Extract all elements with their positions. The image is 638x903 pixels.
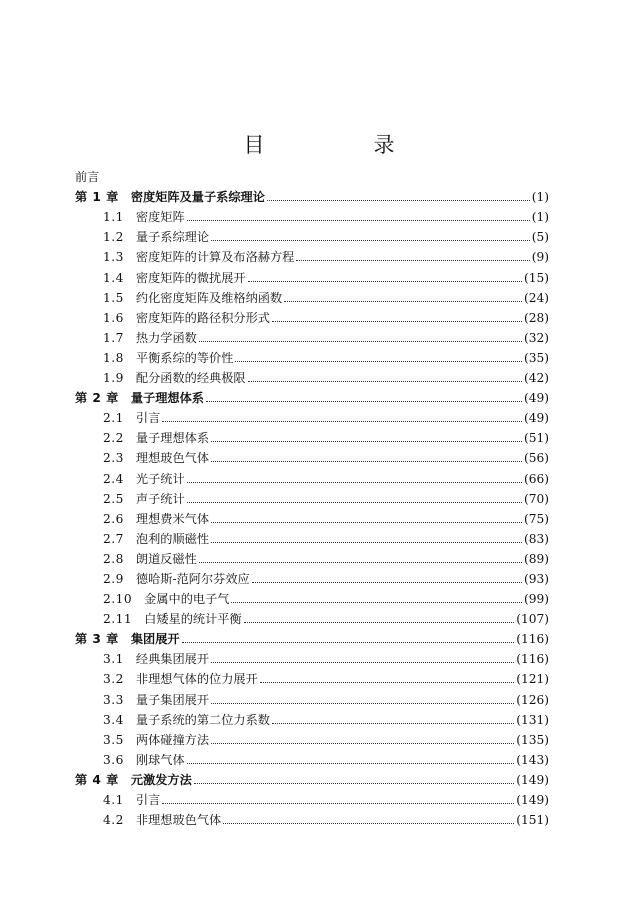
toc-entry-title: 理想费米气体	[135, 511, 210, 526]
toc-dot-leader	[231, 602, 522, 603]
toc-entry-title: 理想玻色气体	[135, 451, 210, 466]
toc-section-entry[interactable]	[75, 305, 549, 325]
toc-entry-page: (75)	[523, 511, 549, 526]
table-of-contents	[75, 164, 549, 827]
toc-entry-page: (9)	[531, 250, 549, 265]
toc-entry-number: 第 3 章	[75, 632, 119, 647]
toc-entry-number: 1.6	[103, 310, 124, 325]
toc-entry-page: (32)	[523, 330, 549, 345]
toc-entry-number: 2.8	[103, 551, 124, 566]
toc-entry-title: 元激发方法	[130, 772, 192, 787]
toc-entry-page: (15)	[523, 270, 549, 285]
toc-entry-title: 密度矩阵	[135, 210, 185, 225]
toc-chapter-entry[interactable]	[75, 626, 549, 646]
toc-dot-leader	[267, 200, 530, 201]
toc-dot-leader	[248, 381, 522, 382]
toc-entry-title: 朗道反磁性	[135, 551, 197, 566]
toc-preface[interactable]	[75, 164, 549, 184]
toc-section-entry[interactable]	[75, 727, 549, 747]
toc-dot-leader	[187, 502, 522, 503]
toc-entry-number: 2.1	[103, 411, 124, 426]
toc-dot-leader	[162, 803, 514, 804]
toc-entry-page: (151)	[516, 813, 549, 828]
toc-entry-page: (51)	[523, 431, 549, 446]
toc-entry-number: 2.3	[103, 451, 124, 466]
toc-entry-number: 2.9	[103, 571, 124, 586]
toc-section-entry[interactable]	[75, 646, 549, 666]
toc-dot-leader	[211, 662, 514, 663]
toc-section-entry[interactable]	[75, 365, 549, 385]
toc-entry-title: 密度矩阵的计算及布洛赫方程	[135, 250, 295, 265]
toc-section-entry[interactable]	[75, 244, 549, 264]
toc-entry-page: (70)	[523, 491, 549, 506]
toc-entry-title: 声子统计	[135, 491, 185, 506]
toc-entry-number: 3.1	[103, 652, 124, 667]
toc-entry-page: (135)	[516, 732, 549, 747]
toc-entry-title: 量子系综理论	[135, 230, 210, 245]
toc-entry-title: 引言	[135, 793, 161, 807]
toc-section-entry[interactable]	[75, 586, 549, 606]
toc-section-entry[interactable]	[75, 486, 549, 506]
toc-dot-leader	[272, 723, 514, 724]
toc-dot-leader	[248, 281, 522, 282]
toc-entry-number: 2.2	[103, 431, 124, 446]
toc-section-entry[interactable]	[75, 285, 549, 305]
toc-dot-leader	[284, 301, 522, 302]
toc-entry-page: (1)	[531, 210, 549, 225]
toc-entry-title: 密度矩阵的微扰展开	[135, 270, 246, 285]
toc-entry-page: (66)	[523, 471, 549, 486]
toc-entry-number: 3.3	[103, 692, 124, 707]
toc-section-entry[interactable]	[75, 787, 549, 807]
toc-entry-page: (28)	[523, 310, 549, 325]
toc-entry-number: 1.8	[103, 350, 124, 365]
toc-entry-title: 德哈斯-范阿尔芬效应	[135, 571, 250, 586]
toc-entry-number: 2.11	[103, 612, 133, 627]
toc-dot-leader	[260, 682, 514, 683]
toc-entry-title: 金属中的电子气	[144, 592, 230, 607]
toc-dot-leader	[194, 783, 514, 784]
toc-chapter-entry[interactable]	[75, 184, 549, 204]
toc-entry-page: (116)	[516, 652, 549, 667]
toc-entry-number: 1.3	[103, 250, 124, 265]
toc-entry-page: (24)	[523, 290, 549, 305]
toc-section-entry[interactable]	[75, 465, 549, 485]
toc-entry-title: 密度矩阵的路径积分形式	[135, 310, 270, 325]
toc-dot-leader	[211, 441, 522, 442]
toc-entry-number: 3.6	[103, 752, 124, 767]
toc-entry-title: 泡利的顺磁性	[135, 531, 210, 546]
toc-entry-page: (35)	[523, 350, 549, 365]
toc-entry-title: 量子理想体系	[135, 431, 210, 446]
toc-entry-title: 量子集团展开	[135, 692, 210, 707]
toc-entry-title: 集团展开	[130, 632, 180, 647]
toc-entry-page: (56)	[523, 451, 549, 466]
toc-section-entry[interactable]	[75, 325, 549, 345]
toc-section-entry[interactable]	[75, 204, 549, 224]
toc-entry-number: 2.7	[103, 531, 124, 546]
toc-entry-page: (49)	[523, 411, 549, 426]
toc-entry-title: 量子理想体系	[130, 391, 204, 406]
toc-dot-leader	[211, 743, 514, 744]
toc-entry-page: (99)	[523, 592, 549, 607]
toc-entry-page: (131)	[516, 712, 549, 727]
toc-entry-title: 光子统计	[135, 471, 185, 486]
toc-section-entry[interactable]	[75, 405, 549, 425]
toc-dot-leader	[182, 642, 515, 643]
toc-dot-leader	[187, 763, 515, 764]
toc-entry-number: 3.4	[103, 712, 124, 727]
toc-dot-leader	[223, 823, 514, 824]
toc-entry-page: (5)	[531, 230, 549, 245]
toc-entry-number: 4.1	[103, 793, 124, 807]
toc-section-entry[interactable]	[75, 747, 549, 767]
toc-entry-page: (143)	[516, 752, 549, 767]
toc-dot-leader	[211, 703, 514, 704]
toc-entry-title: 平衡系综的等价性	[135, 350, 234, 365]
toc-entry-number: 4.2	[103, 813, 124, 828]
toc-entry-number: 1.5	[103, 290, 124, 305]
toc-section-entry[interactable]	[75, 425, 549, 445]
page-title: 目 录	[243, 133, 439, 157]
toc-section-entry[interactable]	[75, 345, 549, 365]
toc-entry-number: 1.4	[103, 270, 124, 285]
toc-dot-leader	[244, 622, 515, 623]
toc-dot-leader	[199, 341, 522, 342]
toc-dot-leader	[187, 220, 530, 221]
toc-entry-number: 2.10	[103, 592, 133, 607]
toc-entry-number: 1.9	[103, 371, 124, 386]
toc-entry-number: 第 4 章	[75, 772, 119, 787]
toc-entry-number: 第 2 章	[75, 391, 119, 406]
toc-entry-number: 3.5	[103, 732, 124, 747]
toc-section-entry[interactable]	[75, 606, 549, 626]
toc-preface-label: 前言	[75, 170, 100, 185]
toc-entry-page: (116)	[516, 632, 549, 647]
toc-entry-page: (42)	[523, 371, 549, 386]
toc-entry-page: (121)	[516, 672, 549, 687]
toc-entry-page: (89)	[523, 551, 549, 566]
toc-section-entry[interactable]	[75, 546, 549, 566]
toc-entry-title: 量子系统的第二位力系数	[135, 712, 270, 727]
toc-entry-number: 1.1	[103, 210, 124, 225]
toc-entry-page: (49)	[523, 391, 549, 406]
toc-section-entry[interactable]	[75, 264, 549, 284]
toc-dot-leader	[211, 522, 522, 523]
toc-entry-title: 经典集团展开	[135, 652, 210, 667]
toc-section-entry[interactable]	[75, 445, 549, 465]
toc-entry-number: 2.6	[103, 511, 124, 526]
toc-entry-title: 密度矩阵及量子系综理论	[130, 190, 265, 205]
toc-dot-leader	[211, 542, 522, 543]
toc-entry-number: 第 1 章	[75, 190, 119, 205]
toc-dot-leader	[162, 421, 522, 422]
toc-dot-leader	[206, 401, 522, 402]
toc-section-entry[interactable]	[75, 686, 549, 706]
toc-entry-title: 刚球气体	[135, 752, 185, 767]
toc-entry-number: 2.4	[103, 471, 124, 486]
toc-dot-leader	[296, 260, 529, 261]
toc-entry-page: (93)	[523, 571, 549, 586]
toc-entry-title: 配分函数的经典极限	[135, 371, 246, 386]
toc-dot-leader	[235, 361, 522, 362]
toc-entry-title: 非理想玻色气体	[135, 813, 222, 828]
toc-section-entry[interactable]	[75, 526, 549, 546]
toc-entry-number: 1.7	[103, 330, 124, 345]
toc-entry-page: (1)	[531, 190, 549, 205]
toc-entry-page: (107)	[516, 612, 549, 627]
toc-entry-title: 引言	[135, 411, 161, 426]
toc-dot-leader	[211, 461, 522, 462]
toc-entry-page: (126)	[516, 692, 549, 707]
toc-entry-title: 非理想气体的位力展开	[135, 672, 258, 687]
toc-dot-leader	[272, 321, 522, 322]
toc-entry-page: (149)	[516, 772, 549, 787]
toc-dot-leader	[252, 582, 522, 583]
toc-chapter-entry[interactable]	[75, 767, 549, 787]
toc-section-entry[interactable]	[75, 224, 549, 244]
toc-section-entry[interactable]	[75, 807, 549, 827]
toc-dot-leader	[211, 240, 530, 241]
toc-section-entry[interactable]	[75, 506, 549, 526]
toc-entry-number: 3.2	[103, 672, 124, 687]
toc-section-entry[interactable]	[75, 707, 549, 727]
toc-chapter-entry[interactable]	[75, 385, 549, 405]
toc-entry-page: (83)	[523, 531, 549, 546]
toc-entry-number: 1.2	[103, 230, 124, 245]
toc-dot-leader	[199, 562, 522, 563]
toc-entry-title: 两体碰撞方法	[135, 732, 210, 747]
toc-entry-title: 约化密度矩阵及维格纳函数	[135, 290, 283, 305]
toc-entry-title: 白矮星的统计平衡	[144, 612, 242, 627]
toc-dot-leader	[187, 482, 522, 483]
toc-entry-page: (149)	[516, 793, 549, 807]
toc-section-entry[interactable]	[75, 566, 549, 586]
toc-entry-title: 热力学函数	[135, 330, 197, 345]
toc-section-entry[interactable]	[75, 666, 549, 686]
toc-entry-number: 2.5	[103, 491, 124, 506]
